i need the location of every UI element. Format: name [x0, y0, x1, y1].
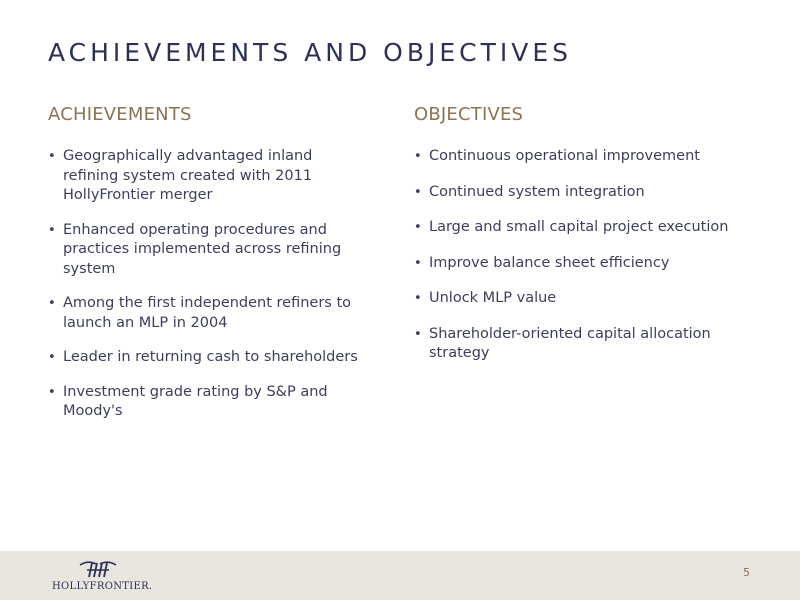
objectives-list [414, 147, 744, 364]
list-item [48, 383, 358, 422]
list-item [48, 294, 358, 333]
list-item-text: Continued system integration [429, 183, 645, 200]
objectives-column [414, 104, 744, 380]
footer-bar [0, 551, 800, 600]
list-item [414, 218, 744, 238]
list-item-text: Among the first independent refiners to launch an MLP in 2004 [63, 295, 352, 331]
list-item [48, 348, 358, 368]
list-item-text: Enhanced operating procedures and practices implemented across refining system [63, 221, 342, 277]
bullet-icon: • [414, 326, 422, 342]
bullet-icon: • [414, 255, 422, 271]
bullet-icon: • [414, 291, 422, 306]
list-item-text: Large and small capital project execution [429, 219, 729, 235]
bullet-icon: • [48, 296, 56, 311]
list-item [414, 254, 744, 274]
bullet-icon: • [48, 222, 56, 238]
list-item [48, 221, 358, 280]
achievements-list [48, 147, 358, 422]
list-item [414, 147, 744, 167]
slide-title: ACHIEVEMENTS AND OBJECTIVES [48, 38, 573, 67]
list-item-text: Continuous operational improvement [429, 148, 700, 164]
hollyfrontier-logo-icon [78, 559, 118, 579]
bullet-icon: • [48, 384, 56, 400]
page-number: 5 [743, 566, 750, 579]
list-item [414, 183, 744, 203]
company-logo [52, 559, 152, 599]
objectives-heading: OBJECTIVES [414, 104, 524, 125]
list-item [414, 325, 744, 364]
logo-text: HOLLYFRONTIER. [52, 581, 153, 592]
list-item [48, 147, 358, 206]
list-item-text: Geographically advantaged inland refining system created with 2011 HollyFrontier merger [63, 148, 313, 203]
bullet-icon: • [414, 184, 422, 200]
achievements-column [48, 104, 358, 437]
achievements-heading: ACHIEVEMENTS [48, 104, 192, 125]
list-item-text: Shareholder-oriented capital allocation strategy [429, 325, 711, 361]
bullet-icon: • [48, 350, 56, 365]
list-item-text: Unlock MLP value [429, 290, 557, 306]
list-item [414, 289, 744, 309]
list-item-text: Improve balance sheet efficiency [429, 254, 670, 271]
list-item-text: Leader in returning cash to shareholders [63, 349, 358, 365]
bullet-icon: • [414, 220, 422, 235]
list-item-text: Investment grade rating by S&P and Moody's [63, 383, 328, 419]
bullet-icon: • [414, 149, 422, 164]
bullet-icon: • [48, 149, 56, 164]
